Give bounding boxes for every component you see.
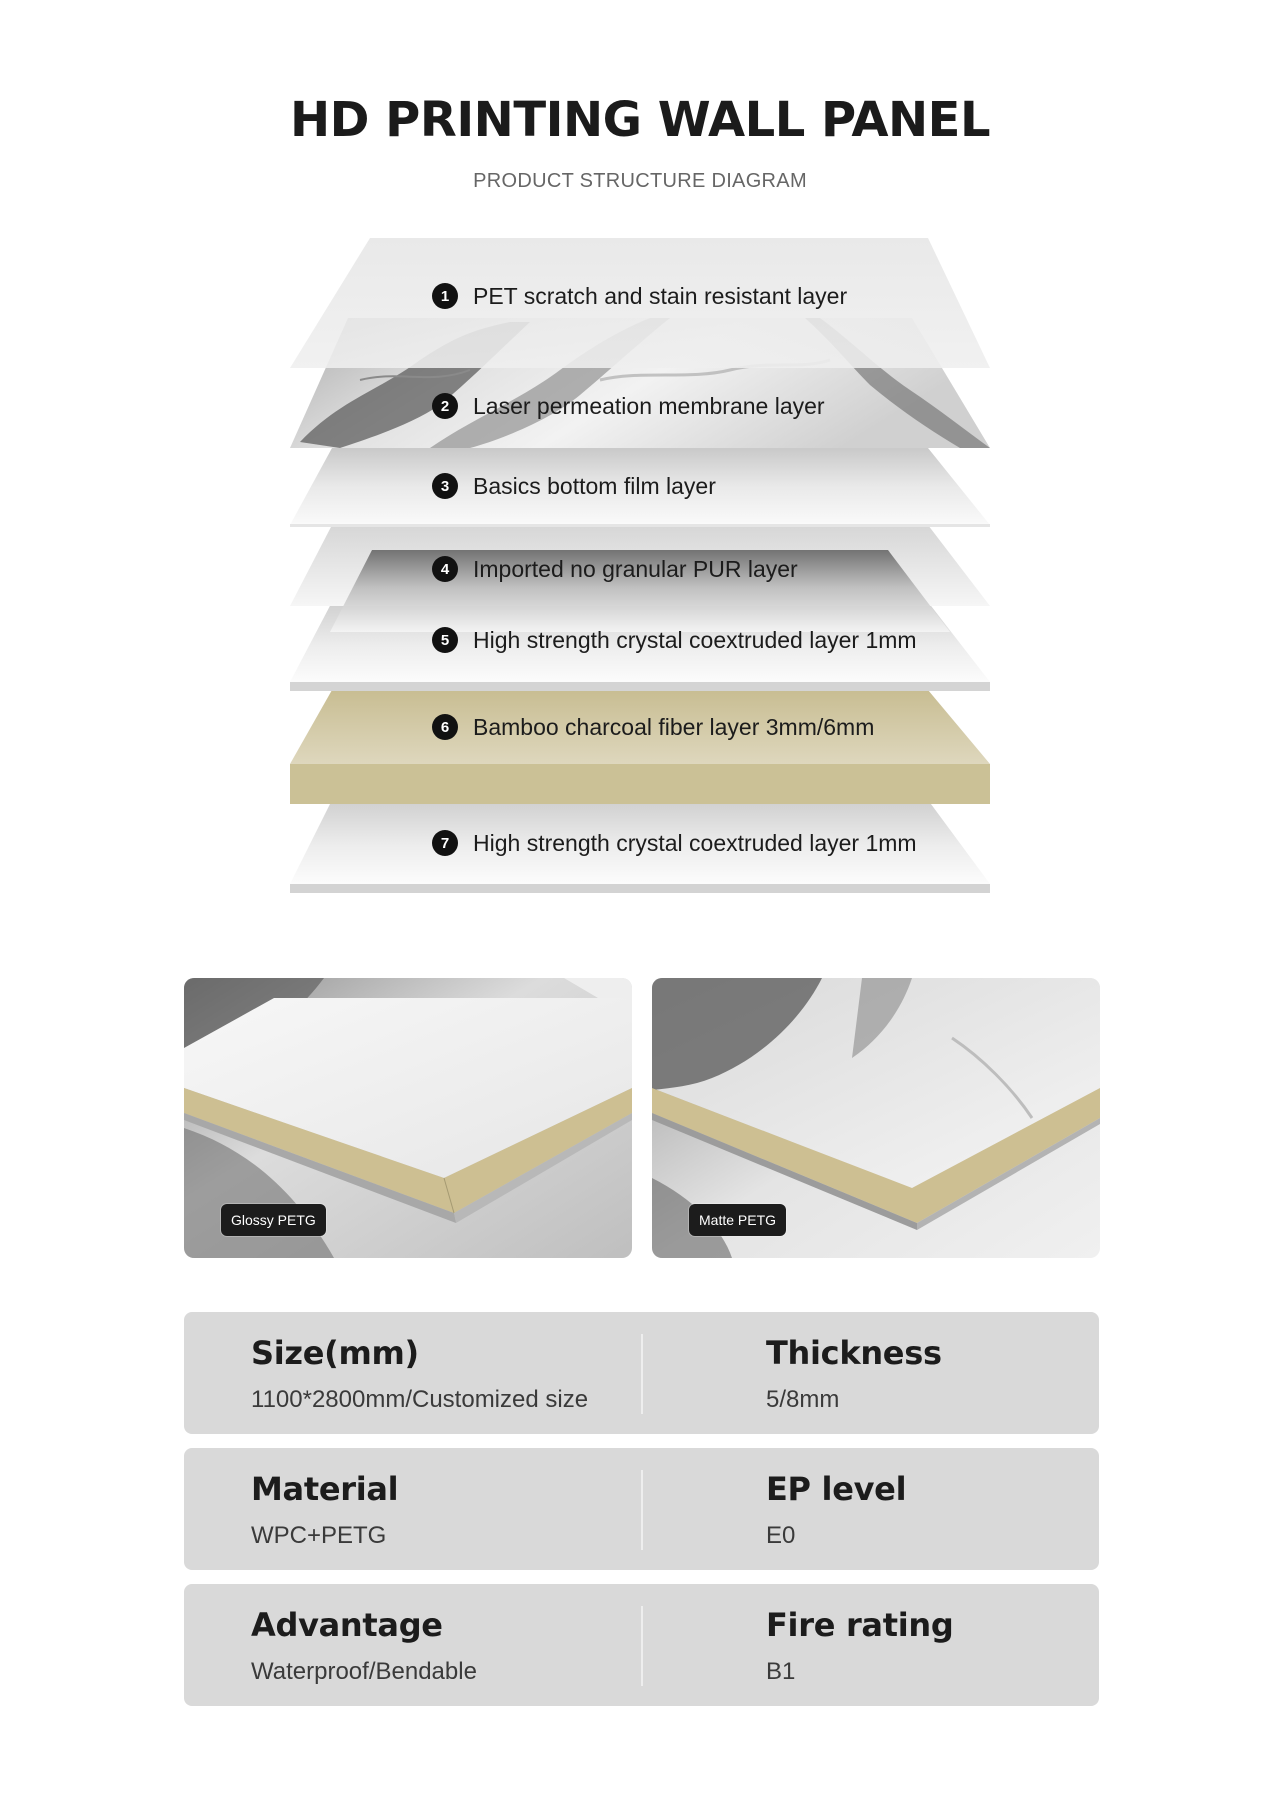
spec-advantage-value: Waterproof/Bendable — [251, 1658, 477, 1685]
spec-fire-rating-label: Fire rating — [766, 1606, 954, 1644]
spec-material-value: WPC+PETG — [251, 1522, 387, 1549]
spec-advantage-label: Advantage — [251, 1606, 443, 1644]
layer-4-text: Imported no granular PUR layer — [473, 555, 798, 582]
spec-row-advantage-fire — [184, 1584, 1099, 1706]
layer-6-label — [432, 713, 874, 741]
layer-5-text: High strength crystal coextruded layer 1mm — [473, 626, 917, 653]
layer-5-label — [432, 626, 917, 654]
glossy-finish-photo — [184, 978, 632, 1258]
spec-ep-level-label: EP level — [766, 1470, 907, 1508]
spec-size — [251, 1334, 588, 1414]
matte-finish-badge: Matte PETG — [689, 1204, 786, 1236]
layer-6-text: Bamboo charcoal fiber layer 3mm/6mm — [473, 713, 875, 740]
page-title: HD PRINTING WALL PANEL — [289, 92, 991, 148]
spec-material — [251, 1470, 398, 1550]
structure-diagram — [0, 230, 1280, 910]
spec-size-value: 1100*2800mm/Customized size — [251, 1386, 589, 1413]
spec-ep-level — [766, 1470, 906, 1550]
layer-4-label — [432, 555, 798, 583]
spec-size-label: Size(mm) — [251, 1334, 419, 1372]
spec-divider — [641, 1606, 643, 1686]
layer-7-label — [432, 829, 917, 857]
spec-thickness — [766, 1334, 942, 1414]
layer-2-text: Laser permeation membrane layer — [473, 392, 825, 419]
spec-row-material-ep — [184, 1448, 1099, 1570]
layer-4-number-badge: 4 — [432, 556, 458, 582]
layer-5-number-badge: 5 — [432, 627, 458, 653]
layer-3-label — [432, 472, 716, 500]
layer-7-number-badge: 7 — [432, 830, 458, 856]
page-subtitle: PRODUCT STRUCTURE DIAGRAM — [473, 170, 807, 192]
layer-2-label — [432, 392, 825, 420]
layer-1-label — [432, 282, 847, 310]
spec-row-size-thickness — [184, 1312, 1099, 1434]
spec-advantage — [251, 1606, 477, 1686]
spec-fire-rating-value: B1 — [766, 1658, 796, 1685]
spec-divider — [641, 1470, 643, 1550]
layer-6-number-badge: 6 — [432, 714, 458, 740]
layer-1-text: PET scratch and stain resistant layer — [473, 282, 848, 309]
layer-3-number-badge: 3 — [432, 473, 458, 499]
spec-material-label: Material — [251, 1470, 399, 1508]
layer-7-text: High strength crystal coextruded layer 1mm — [473, 829, 917, 856]
spec-divider — [641, 1334, 643, 1414]
layer-2-number-badge: 2 — [432, 393, 458, 419]
spec-thickness-value: 5/8mm — [766, 1386, 840, 1413]
spec-thickness-label: Thickness — [766, 1334, 942, 1372]
layer-1-number-badge: 1 — [432, 283, 458, 309]
spec-fire-rating — [766, 1606, 953, 1686]
spec-ep-level-value: E0 — [766, 1522, 796, 1549]
matte-finish-photo — [652, 978, 1100, 1258]
glossy-finish-badge: Glossy PETG — [221, 1204, 326, 1236]
layer-3-text: Basics bottom film layer — [473, 472, 716, 499]
